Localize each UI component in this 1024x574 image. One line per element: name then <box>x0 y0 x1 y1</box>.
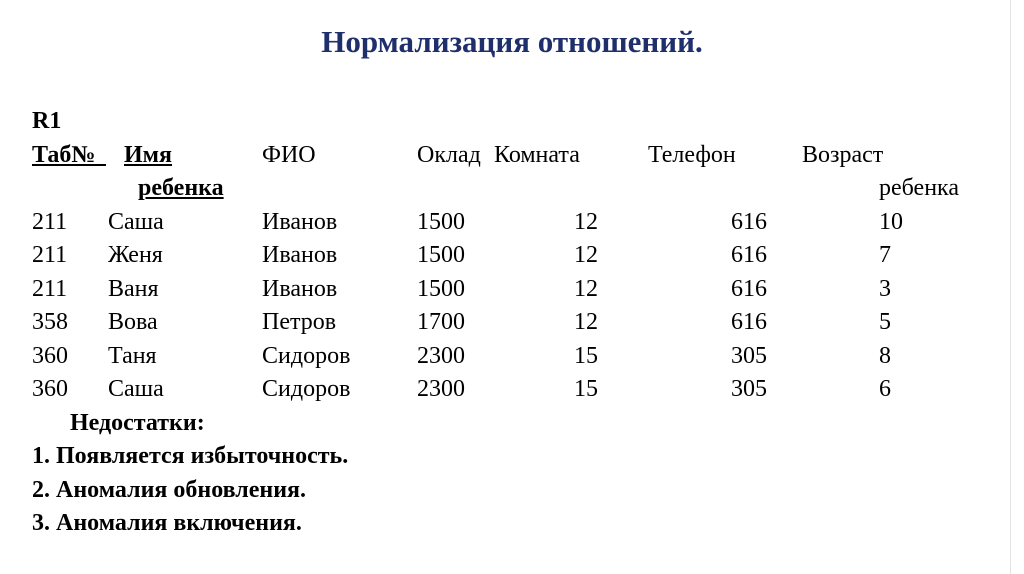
cell-child-age: 8 <box>879 342 891 369</box>
cell-phone: 305 <box>731 376 767 402</box>
right-edge-line <box>1010 0 1011 574</box>
slide-content <box>32 105 959 541</box>
cell-fio: Иванов <box>262 242 338 268</box>
header-gap <box>94 139 106 173</box>
cell-child-age: 5 <box>879 309 891 335</box>
defect-item-insert-anomaly: 3. Аномалия включения. <box>32 510 302 536</box>
table-body <box>32 206 903 407</box>
cell-child-name: Саша <box>108 376 164 402</box>
cell-tab-no: 360 <box>32 376 68 402</box>
cell-salary: 2300 <box>417 376 465 402</box>
table-row <box>32 239 891 273</box>
defect-item-update-anomaly: 2. Аномалия обновления. <box>32 476 307 503</box>
header-tab-no: Таб№ <box>32 141 96 168</box>
cell-phone: 616 <box>731 208 767 235</box>
cell-fio: Иванов <box>262 208 338 235</box>
cell-child-age: 10 <box>879 208 903 235</box>
cell-child-name: Ваня <box>108 275 159 302</box>
cell-child-name: Саша <box>108 208 164 235</box>
table-header-row-2 <box>32 172 959 206</box>
header-salary: Оклад <box>417 141 481 168</box>
cell-room: 15 <box>574 376 598 402</box>
cell-room: 15 <box>574 342 598 369</box>
cell-fio: Сидоров <box>262 342 351 369</box>
cell-child-name: Таня <box>108 342 157 369</box>
cell-tab-no: 360 <box>32 342 68 369</box>
table-row <box>32 273 891 307</box>
table-row <box>32 340 891 374</box>
header-child-name-2: ребенка <box>138 175 224 201</box>
cell-child-age: 6 <box>879 376 891 402</box>
header-phone: Телефон <box>648 141 736 168</box>
header-child-name-1: Имя <box>124 141 172 168</box>
cell-child-name: Вова <box>108 309 158 335</box>
cell-tab-no: 211 <box>32 275 68 302</box>
defect-item-redundancy: 1. Появляется избыточность. <box>32 443 349 469</box>
cell-tab-no: 358 <box>32 309 68 335</box>
cell-child-age: 3 <box>879 275 891 302</box>
table-header-row-1 <box>32 139 884 173</box>
relation-name: R1 <box>32 108 62 134</box>
cell-phone: 305 <box>731 342 767 369</box>
cell-child-age: 7 <box>879 242 891 268</box>
cell-salary: 2300 <box>417 342 465 369</box>
cell-room: 12 <box>574 208 598 235</box>
cell-room: 12 <box>574 275 598 302</box>
table-row <box>32 206 903 240</box>
cell-salary: 1500 <box>417 242 465 268</box>
cell-phone: 616 <box>731 309 767 335</box>
header-child-age-1: Возраст <box>802 141 884 168</box>
header-room: Комната <box>494 141 580 168</box>
cell-tab-no: 211 <box>32 242 68 268</box>
defects-title: Недостатки: <box>70 409 205 436</box>
cell-phone: 616 <box>731 275 767 302</box>
cell-fio: Петров <box>262 309 337 335</box>
cell-room: 12 <box>574 309 598 335</box>
cell-tab-no: 211 <box>32 208 68 235</box>
cell-salary: 1500 <box>417 208 465 235</box>
table-row <box>32 306 891 340</box>
header-fio: ФИО <box>262 141 316 168</box>
cell-fio: Иванов <box>262 275 338 302</box>
cell-salary: 1500 <box>417 275 465 302</box>
table-row <box>32 373 891 407</box>
cell-phone: 616 <box>731 242 767 268</box>
header-child-age-2: ребенка <box>879 175 959 201</box>
cell-room: 12 <box>574 242 598 268</box>
cell-salary: 1700 <box>417 309 465 335</box>
cell-fio: Сидоров <box>262 376 351 402</box>
slide-title: Нормализация отношений. <box>321 24 703 59</box>
cell-child-name: Женя <box>108 242 163 268</box>
